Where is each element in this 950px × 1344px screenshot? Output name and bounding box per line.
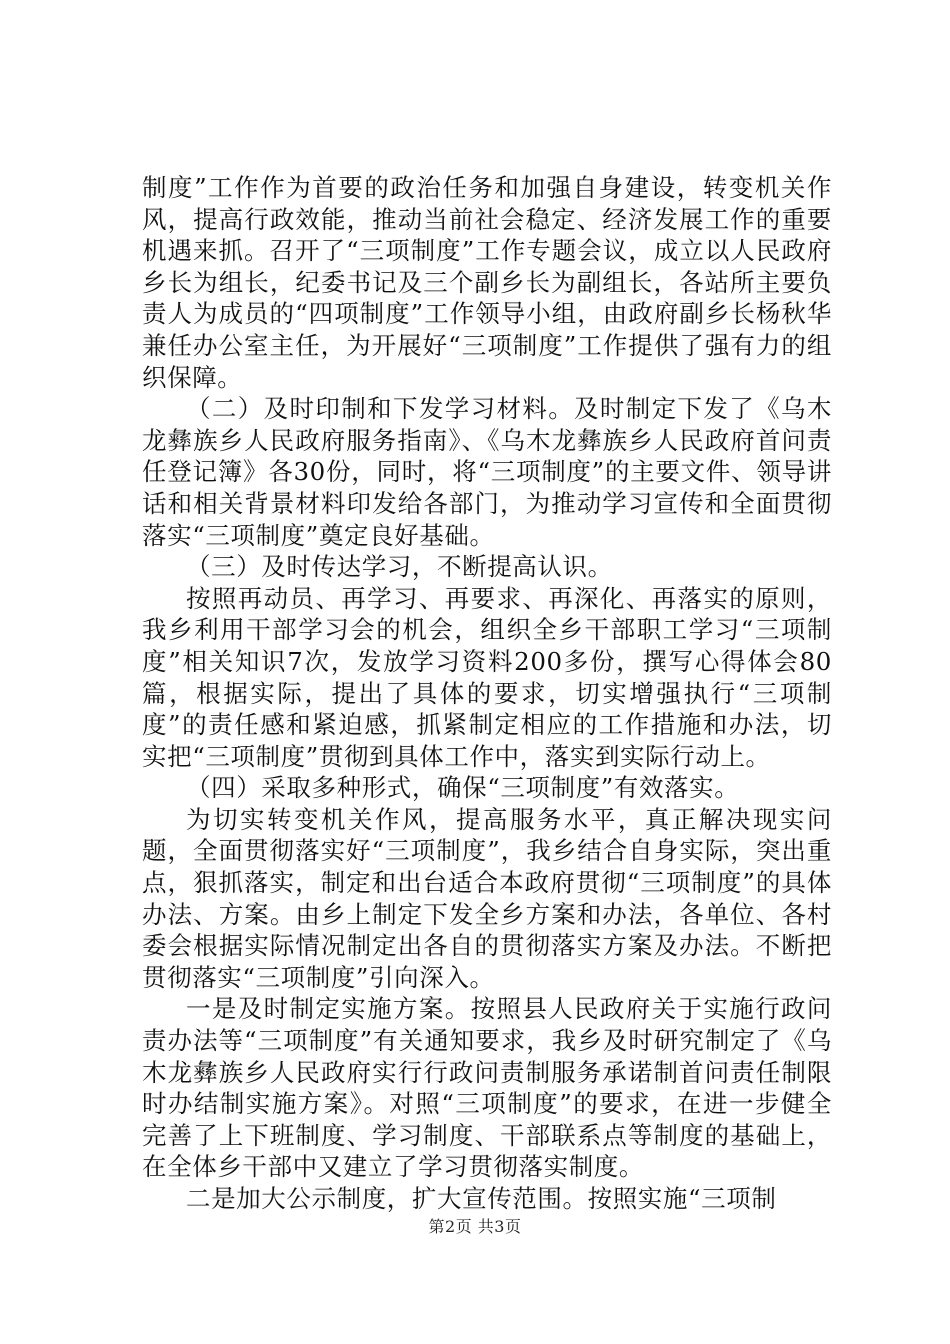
section-heading-4: （四）采取多种形式，确保“三项制度”有效落实。 (186, 773, 740, 803)
paragraph-4: 为切实转变机关作风，提高服务水平，真正解决现实问题，全面贯彻落实好“三项制度”，我乡结合自身实际，突出重点，狠抓落实，制定和出台适合本政府贯彻“三项制度”的具体办法、方案。由乡上制定下发全乡方案和办法，各单位、各村委会根据实际情况制定出各自的贯彻落实方案及办法。不断把贯彻落实“三项制度”引向深入。 (142, 804, 832, 992)
paragraph-6: 二是加大公示制度，扩大宣传范围。按照实施“三项制 (186, 1184, 777, 1213)
paragraph-5: 一是及时制定实施方案。按照县人民政府关于实施行政问责办法等“三项制度”有关通知要求，我乡及时研究制定了《乌木龙彝族乡人民政府实行行政问责制服务承诺制首问责任制限时办结制实施方案》。对照“三项制度”的要求，在进一步健全完善了上下班制度、学习制度、干部联系点等制度的基础上，在全体乡干部中又建立了学习贯彻落实制度。 (142, 994, 832, 1182)
paragraph-3: 按照再动员、再学习、再要求、再深化、再落实的原则，我乡利用干部学习会的机会，组织全乡干部职工学习“三项制度”相关知识7次，发放学习资料200多份，撰写心得体会80篇，根据实际，提出了具体的要求，切实增强执行“三项制度”的责任感和紧迫感，抓紧制定相应的工作措施和办法，切实把“三项制度”贯彻到具体工作中，落实到实际行动上。 (142, 583, 832, 771)
document-body (142, 172, 832, 1215)
page-number-footer: 第2页 共3页 (428, 1217, 522, 1236)
section-heading-3: （三）及时传达学习，不断提高认识。 (186, 552, 613, 582)
paragraph-1: 制度”工作作为首要的政治任务和加强自身建设，转变机关作风，提高行政效能，推动当前社会稳定、经济发展工作的重要机遇来抓。召开了“三项制度”工作专题会议，成立以人民政府乡长为组长，纪委书记及三个副乡长为副组长，各站所主要负责人为成员的“四项制度”工作领导小组，由政府副乡长杨秋华兼任办公室主任，为开展好“三项制度”工作提供了强有力的组织保障。 (142, 173, 832, 392)
paragraph-2: （二）及时印制和下发学习材料。及时制定下发了《乌木龙彝族乡人民政府服务指南》、《乌木龙彝族乡人民政府首问责任登记簿》各30份，同时，将“三项制度”的主要文件、领导讲话和相关背景材料印发给各部门，为推动学习宣传和全面贯彻落实“三项制度”奠定良好基础。 (142, 394, 832, 550)
